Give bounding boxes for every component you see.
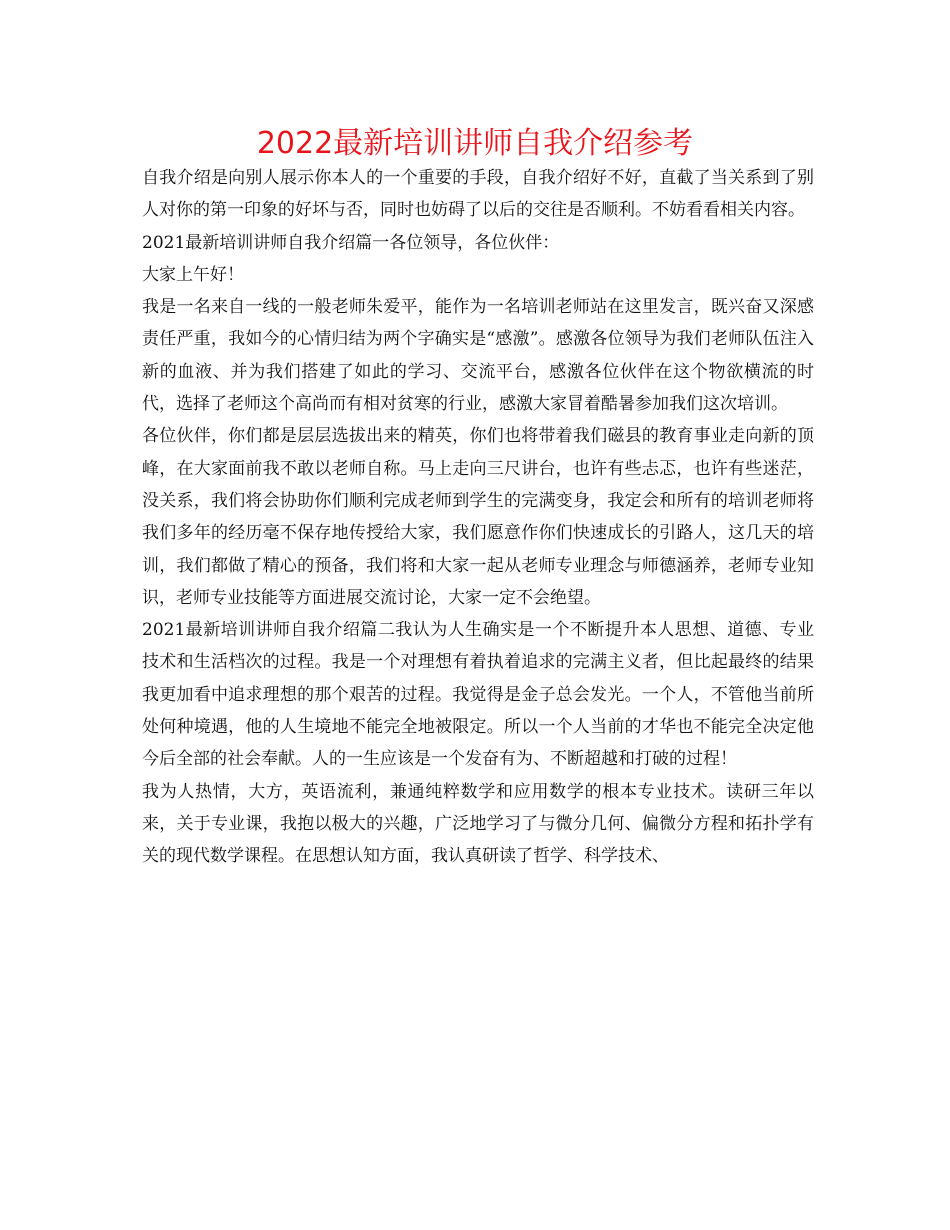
paragraph-section-two: 2021最新培训讲师自我介绍篇二我认为人生确实是一个不断提升本人思想、道德、专业技术和生活档次的过程。我是一个对理想有着执着追求的完满主义者，但比起最终的结果我更加看中追求理想的那个艰苦的过程。我觉得是金子总会发光。一个人，不管他当前所处何种境遇，他的人生境地不能完全地被限定。所以一个人当前的才华也不能完全决定他今后全部的社会奉献。人的一生应该是一个发奋有为、不断超越和打破的过程！ bbox=[142, 620, 814, 770]
paragraph-personality: 我为人热情，大方，英语流利，兼通纯粹数学和应用数学的根本专业技术。读研三年以来，关于专业课，我抱以极大的兴趣，广泛地学习了与微分几何、偏微分方程和拓扑学有关的现代数学课程。在思想认知方面，我认真研读了哲学、科学技术、 bbox=[142, 781, 814, 867]
document-body bbox=[142, 162, 814, 873]
paragraph-self-introduction: 我是一名来自一线的一般老师朱爱平，能作为一名培训老师站在这里发言，既兴奋又深感责任严重，我如今的心情归结为两个字确实是“感激”。感激各位领导为我们老师队伍注入新的血液、并为我们搭建了如此的学习、交流平台，感激各位伙伴在这个物欲横流的时代，选择了老师这个高尚而有相对贫寒的行业，感激大家冒着酷暑参加我们这次培训。 bbox=[142, 297, 814, 415]
paragraph-intro: 自我介绍是向别人展示你本人的一个重要的手段，自我介绍好不好，直截了当关系到了别人对你的第一印象的好坏与否，同时也妨碍了以后的交往是否顺利。不妨看看相关内容。 bbox=[142, 168, 814, 221]
paragraph-section-one-heading: 2021最新培训讲师自我介绍篇一各位领导，各位伙伴： bbox=[142, 232, 560, 253]
paragraph-partners: 各位伙伴，你们都是层层选拔出来的精英，你们也将带着我们磁县的教育事业走向新的顶峰，在大家面前我不敢以老师自称。马上走向三尺讲台，也许有些忐忑，也许有些迷茫，没关系，我们将会协助你们顺利完成老师到学生的完满变身，我定会和所有的培训老师将我们多年的经历毫不保存地传授给大家，我们愿意作你们快速成长的引路人，这几天的培训，我们都做了精心的预备，我们将和大家一起从老师专业理念与师德涵养，老师专业知识，老师专业技能等方面进展交流讨论，大家一定不会绝望。 bbox=[142, 426, 814, 608]
document-title: 2022最新培训讲师自我介绍参考 bbox=[256, 126, 694, 161]
paragraph-greeting: 大家上午好！ bbox=[142, 264, 244, 285]
